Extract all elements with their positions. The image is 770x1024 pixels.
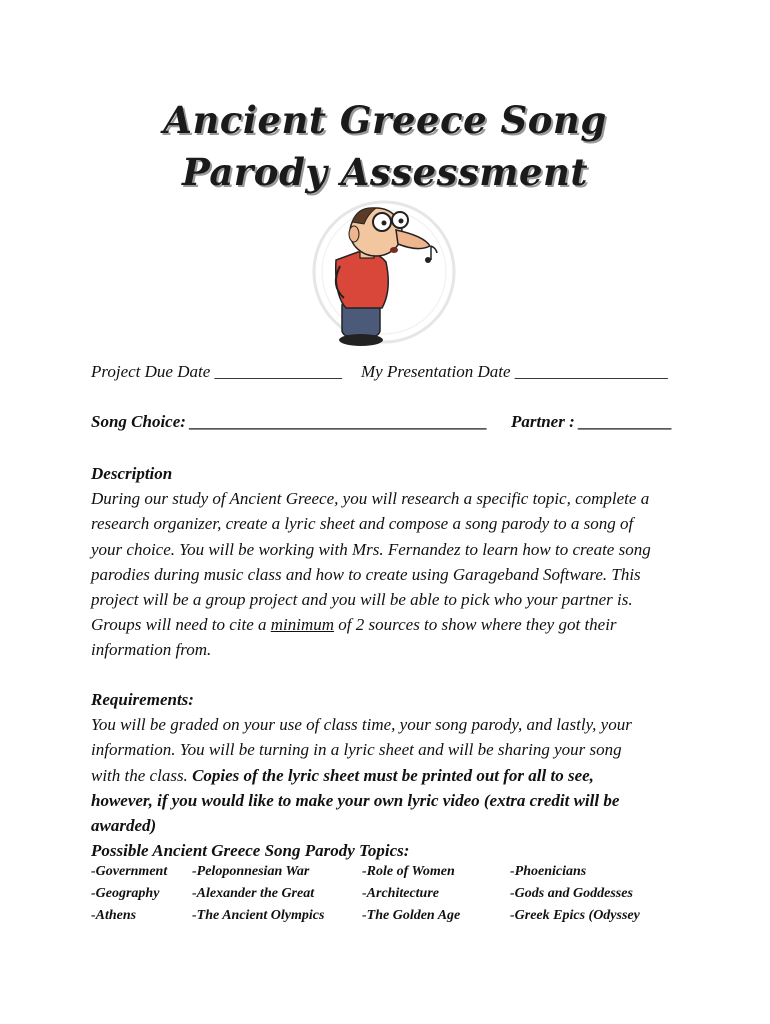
topic-item: -Geography	[91, 886, 160, 901]
description-section	[91, 461, 691, 663]
description-line: your choice. You will be working with Mrs. Fernandez to learn how to create song	[91, 539, 651, 559]
partner-field: Partner : ___________	[511, 412, 673, 431]
description-heading: Description	[91, 464, 173, 483]
requirements-heading: Requirements:	[91, 690, 194, 709]
minimum-emphasis: minimum	[270, 615, 335, 635]
topic-item: -Alexander the Great	[192, 886, 315, 901]
topic-item: -The Golden Age	[362, 908, 461, 923]
song-choice-field: Song Choice: ___________________________________	[91, 412, 488, 431]
description-text: Groups will need to cite a	[91, 615, 271, 635]
description-line	[91, 612, 691, 637]
requirements-line	[91, 763, 691, 788]
title-line-2: Parody Assessment	[182, 150, 588, 194]
topic-item: -The Ancient Olympics	[192, 908, 325, 923]
singing-man-icon	[306, 200, 466, 350]
topics-heading: Possible Ancient Greece Song Parody Topics:	[91, 841, 410, 861]
description-line: research organizer, create a lyric sheet and compose a song parody to a song of	[91, 514, 634, 534]
topic-item: -Government	[91, 864, 168, 879]
topic-item: -Greek Epics (Odyssey	[510, 908, 640, 923]
requirements-line: information. You will be turning in a lyric sheet and will be sharing your song	[91, 740, 622, 760]
requirements-line: You will be graded on your use of class time, your song parody, and lastly, your	[91, 715, 632, 735]
topic-item: -Athens	[91, 908, 137, 923]
topic-item: -Role of Women	[362, 864, 455, 879]
requirements-text: with the class.	[91, 765, 193, 785]
description-line: project will be a group project and you will be able to pick who your partner is.	[91, 590, 633, 610]
topic-item: -Peloponnesian War	[192, 864, 310, 879]
description-line: information from.	[91, 640, 212, 660]
description-line: During our study of Ancient Greece, you will research a specific topic, complete a	[91, 489, 650, 509]
project-due-date-field: Project Due Date _______________	[91, 362, 343, 381]
presentation-date-field: My Presentation Date __________________	[361, 362, 668, 381]
topic-item: -Gods and Goddesses	[510, 886, 633, 901]
topic-item: -Architecture	[362, 886, 439, 901]
title-line-1: Ancient Greece Song	[163, 98, 607, 142]
topic-item: -Phoenicians	[510, 864, 587, 879]
requirements-line: however, if you would like to make your own lyric video (extra credit will be	[91, 790, 620, 810]
description-text: of 2 sources to show where they got their	[334, 615, 617, 635]
requirements-emphasis: Copies of the lyric sheet must be printed out for all to see,	[192, 765, 594, 785]
requirements-section	[91, 687, 691, 863]
requirements-line: awarded)	[91, 816, 157, 836]
description-line: parodies during music class and how to create using Garageband Software. This	[91, 564, 641, 584]
